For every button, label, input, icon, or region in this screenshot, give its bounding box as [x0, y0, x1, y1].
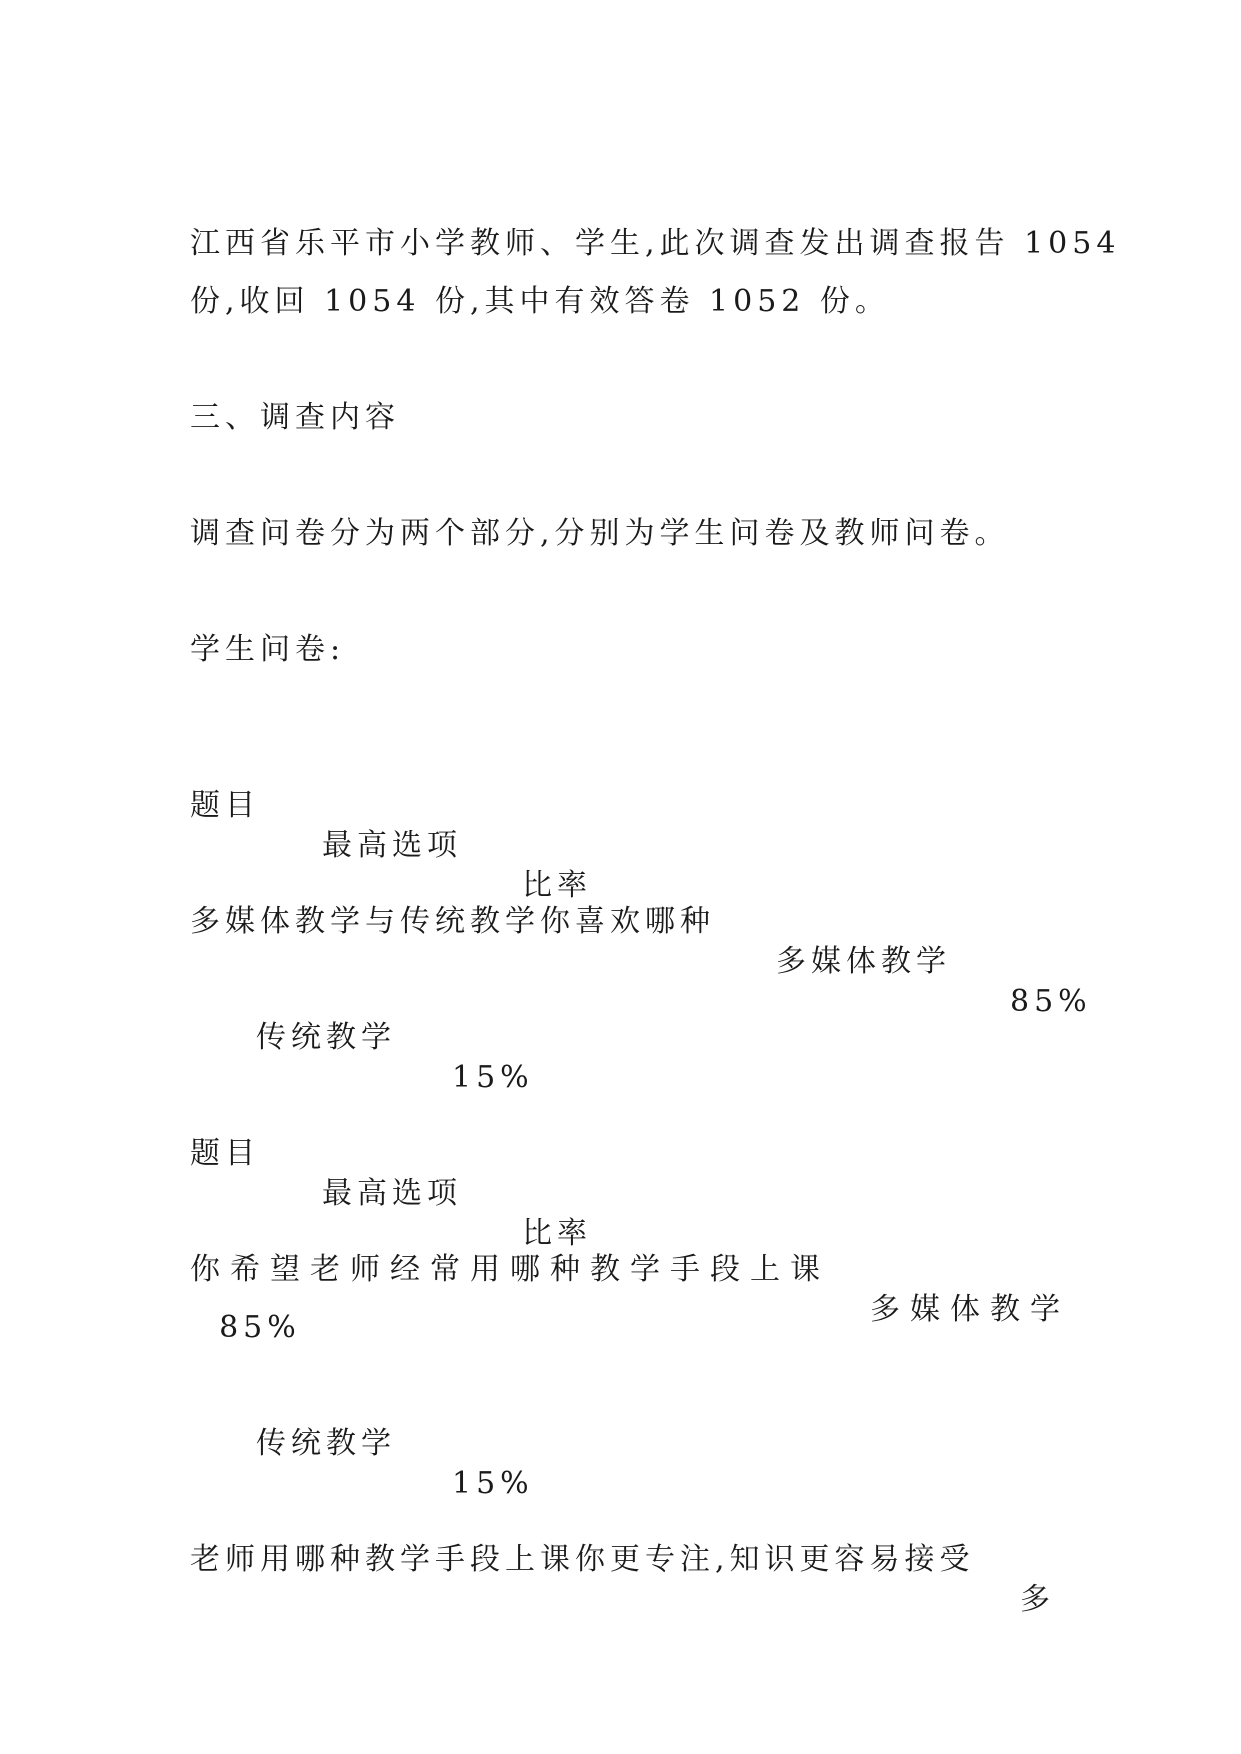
table1-rate-1: 85%: [1010, 984, 1092, 1019]
table2-option-2: 传统教学: [256, 1426, 396, 1461]
table2-header-top-option: 最高选项: [322, 1176, 462, 1211]
table1-rate-2: 15%: [452, 1060, 534, 1095]
table1-option-2: 传统教学: [256, 1020, 396, 1055]
table1-question: 多媒体教学与传统教学你喜欢哪种: [190, 904, 715, 939]
table2-option-1: 多媒体教学: [870, 1292, 1070, 1327]
table3-row-1: [190, 1500, 1055, 1620]
intro-line-1: 江西省乐平市小学教师、学生,此次调查发出调查报告 1054: [190, 226, 1121, 261]
table2-header-question: 题目: [190, 1136, 260, 1171]
table2-rate-2: 15%: [452, 1466, 534, 1501]
section-heading: 三、调查内容: [190, 400, 400, 435]
table2-rate-1-line: [190, 1268, 301, 1348]
student-questionnaire-label: 学生问卷:: [190, 632, 346, 667]
table3-option-start: 多: [1020, 1582, 1055, 1617]
table1-header-top-option: 最高选项: [322, 828, 462, 863]
table2-rate-1: 85%: [219, 1310, 301, 1345]
intro-line-2: 份,收回 1054 份,其中有效答卷 1052 份。: [190, 284, 890, 319]
table1-row-2: [190, 978, 534, 1098]
table1-header-question: 题目: [190, 788, 260, 823]
section-description: 调查问卷分为两个部分,分别为学生问卷及教师问卷。: [190, 516, 1010, 551]
table1-header-rate: 比率: [522, 868, 592, 903]
table2-question: 你希望老师经常用哪种教学手段上课: [190, 1252, 830, 1287]
table1-option-1: 多媒体教学: [776, 944, 951, 979]
table2-row-2: [190, 1384, 534, 1504]
table2-header-rate: 比率: [522, 1216, 592, 1251]
table3-question: 老师用哪种教学手段上课你更专注,知识更容易接受: [190, 1542, 975, 1577]
